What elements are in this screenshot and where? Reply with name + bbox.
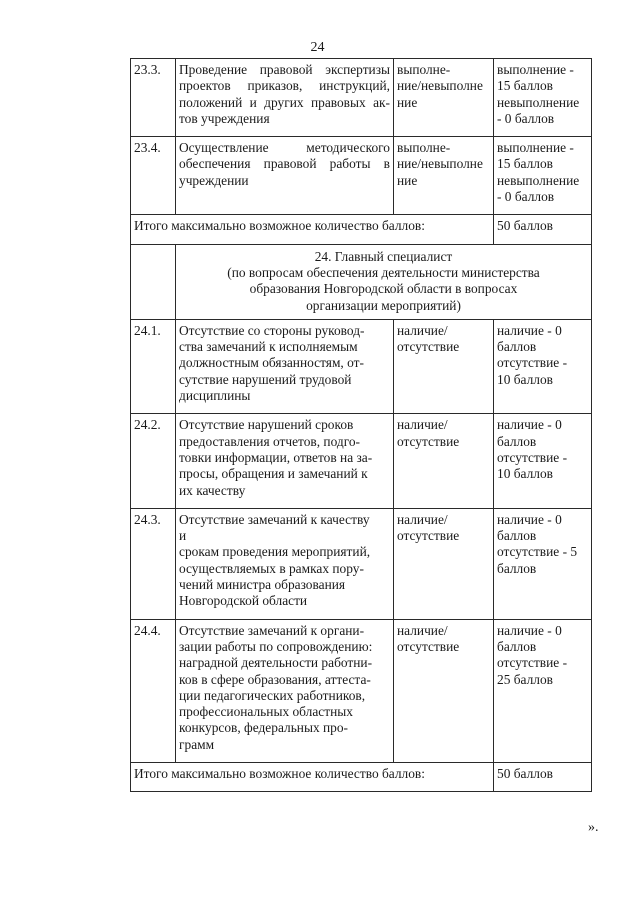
total-label: Итого максимально возможное количество баллов:	[131, 215, 494, 244]
row-number: 24.1.	[131, 319, 176, 413]
criteria-table	[130, 58, 592, 792]
evaluation-type: наличие/ отсутствие	[394, 508, 494, 619]
evaluation-type: наличие/ отсутствие	[394, 619, 494, 762]
row-number: 24.2.	[131, 414, 176, 508]
criterion-description: Отсутствие замечаний к качеству и срокам проведения мероприятий, осуществляемых в рамках пору- чений министра образования Новгородской области	[176, 508, 394, 619]
score-values: выполнение - 15 баллов невыполнение - 0 баллов	[494, 59, 592, 137]
criterion-description: Отсутствие нарушений сроков предоставления отчетов, подго- товки информации, ответов на за- просы, обращения и замечаний к их качеству	[176, 414, 394, 508]
page-number: 24	[310, 40, 325, 55]
table-row	[131, 619, 592, 762]
criterion-description: Отсутствие со стороны руковод- ства замечаний к исполняемым должностным обязанностям, от- сутствие нарушений трудовой дисциплины	[176, 319, 394, 413]
closing-quote-mark: ».	[588, 820, 599, 835]
evaluation-type: наличие/ отсутствие	[394, 319, 494, 413]
total-value: 50 баллов	[494, 215, 592, 244]
total-row	[131, 762, 592, 791]
section-header-row	[131, 244, 592, 319]
table-row	[131, 59, 592, 137]
evaluation-type: выполне- ние/невыполне ние	[394, 137, 494, 215]
table-row	[131, 319, 592, 413]
score-values: выполнение - 15 баллов невыполнение - 0 баллов	[494, 137, 592, 215]
section-title: 24. Главный специалист (по вопросам обеспечения деятельности министерства образования Новгородской области в вопросах организации мероприятий)	[176, 244, 592, 319]
score-values: наличие - 0 баллов отсутствие - 10 баллов	[494, 319, 592, 413]
row-number: 24.3.	[131, 508, 176, 619]
evaluation-type: выполне- ние/невыполне ние	[394, 59, 494, 137]
total-value: 50 баллов	[494, 762, 592, 791]
evaluation-type: наличие/ отсутствие	[394, 414, 494, 508]
criterion-description: Отсутствие замечаний к органи- зации работы по сопровождению: наградной деятельности работни- ков в сфере образования, аттеста- ции педагогических работников, профессиональных областных конкурсов, федеральных про- грамм	[176, 619, 394, 762]
score-values: наличие - 0 баллов отсутствие - 25 баллов	[494, 619, 592, 762]
score-values: наличие - 0 баллов отсутствие - 5 баллов	[494, 508, 592, 619]
criterion-description: Проведение правовой экспертизы проектов приказов, инструкций, положений и других правовых ак- тов учреждения	[176, 59, 394, 137]
table-row	[131, 137, 592, 215]
score-values: наличие - 0 баллов отсутствие - 10 баллов	[494, 414, 592, 508]
total-row	[131, 215, 592, 244]
total-label: Итого максимально возможное количество баллов:	[131, 762, 494, 791]
empty-cell	[131, 244, 176, 319]
row-number: 24.4.	[131, 619, 176, 762]
row-number: 23.3.	[131, 59, 176, 137]
criterion-description: Осуществление методического обеспечения правовой работы в учреждении	[176, 137, 394, 215]
row-number: 23.4.	[131, 137, 176, 215]
table-row	[131, 508, 592, 619]
table-row	[131, 414, 592, 508]
